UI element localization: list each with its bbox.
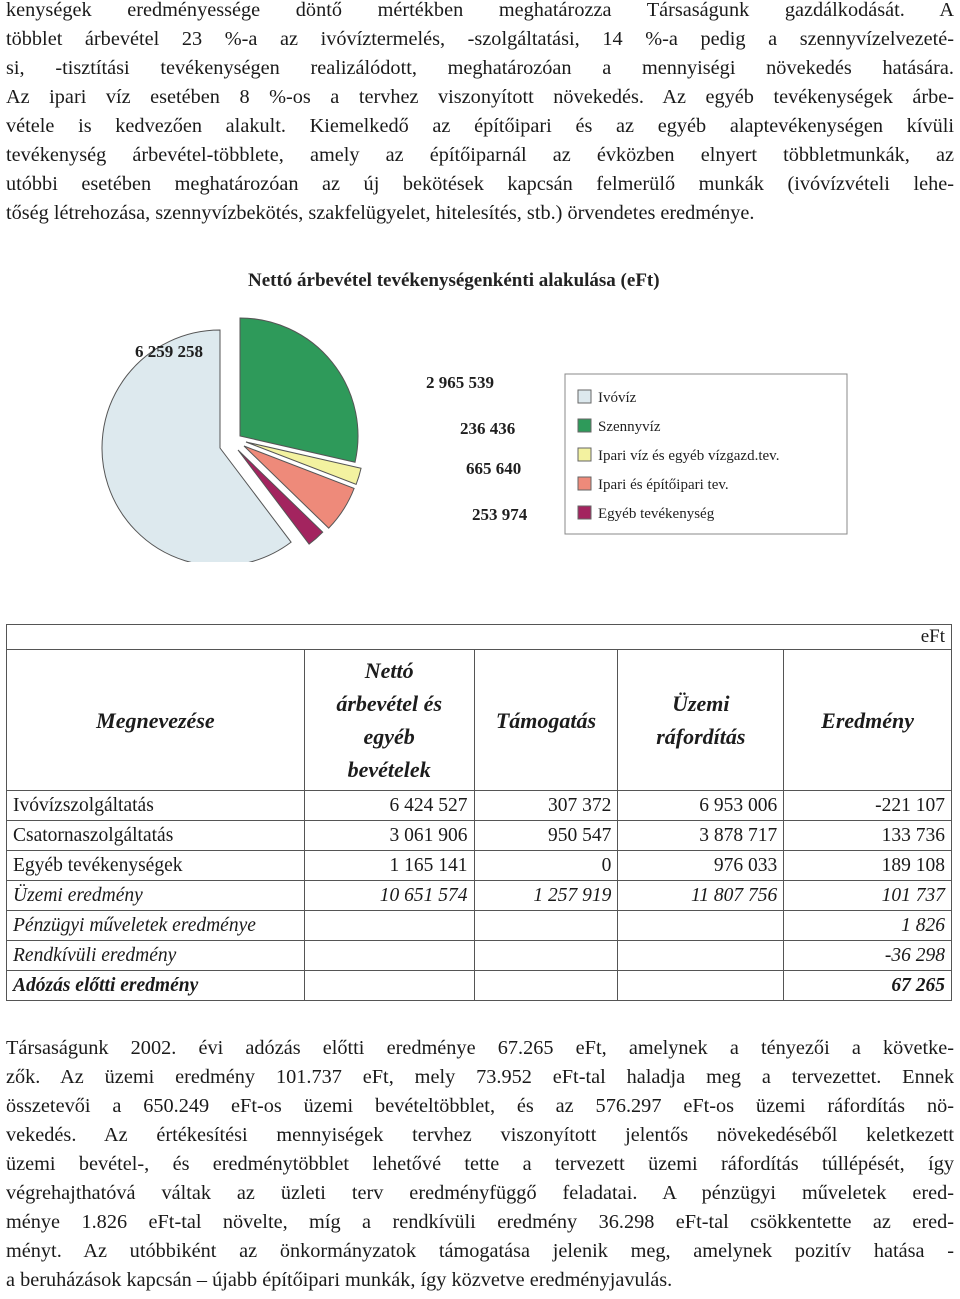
row-value: 67 265 (784, 971, 952, 1001)
row-value (304, 911, 474, 941)
row-value (474, 911, 618, 941)
text-line: Az ipari víz esetében 8 %-os a tervhez viszonyított növekedés. Az egyéb tevékenységek árbe- (6, 86, 954, 108)
row-value: 0 (474, 851, 618, 881)
results-table (6, 624, 952, 1001)
results-paragraph (6, 1034, 954, 1295)
row-label: Ivóvízszolgáltatás (7, 791, 305, 821)
text-line: utóbbi esetében meghatározóan az új bekötések kapcsán felmerülő munkák (ivóvízvételi lehe- (6, 173, 954, 195)
header-uzemi-raforditas: Üzemi ráfordítás (618, 650, 784, 791)
row-value: 3 061 906 (304, 821, 474, 851)
row-value (474, 971, 618, 1001)
pie-value-label: 665 640 (466, 459, 522, 478)
row-value: 1 826 (784, 911, 952, 941)
row-value: 10 651 574 (304, 881, 474, 911)
row-value: 950 547 (474, 821, 618, 851)
legend-entry: Ipari víz és egyéb vízgazd.tev. (598, 448, 780, 464)
row-value: 307 372 (474, 791, 618, 821)
table-row (7, 971, 952, 1001)
row-label: Üzemi eredmény (7, 881, 305, 911)
text-line: összetevői a 650.249 eFt-os üzemi bevételtöbblet, és az 576.297 eFt-os üzemi ráfordítás nö- (6, 1095, 954, 1117)
row-value: 6 424 527 (304, 791, 474, 821)
row-value: 11 807 756 (618, 881, 784, 911)
row-value (304, 971, 474, 1001)
text-line: üzemi bevétel-, és eredménytöbblet lehetővé tette a tervezett üzemi ráfordítás túllépését, így (6, 1153, 954, 1175)
legend-entry: Ipari és építőipari tev. (598, 477, 729, 493)
pie-chart (100, 262, 860, 562)
row-label: Rendkívüli eredmény (7, 941, 305, 971)
table-row (7, 881, 952, 911)
text-line: vétele is kedvezően alakult. Kiemelkedő az építőipari és az egyéb alaptevékenységen kívüli (6, 115, 954, 137)
row-label: Csatornaszolgáltatás (7, 821, 305, 851)
text-line: többlet árbevétel 23 %-a az ivóvíztermelés, -szolgáltatási, 14 %-a pedig a szennyvízelvezeté- (6, 28, 954, 50)
row-value: 6 953 006 (618, 791, 784, 821)
text-line: Társaságunk 2002. évi adózás előtti eredménye 67.265 eFt, amelynek a tényezői a követke- (6, 1037, 954, 1059)
chart-title: Nettó árbevétel tevékenységenkénti alakulása (eFt) (248, 270, 660, 291)
header-eredmeny: Eredmény (784, 650, 952, 791)
text-line: ménye 1.826 eFt-tal növelte, míg a rendkívüli eredmény 36.298 eFt-tal csökkentette az ered- (6, 1211, 954, 1233)
table-unit: eFt (7, 625, 952, 650)
legend-swatch (578, 390, 591, 403)
table-row (7, 941, 952, 971)
row-value: -221 107 (784, 791, 952, 821)
row-value: 1 257 919 (474, 881, 618, 911)
legend-swatch (578, 506, 591, 519)
legend-swatch (578, 419, 591, 432)
row-value (618, 911, 784, 941)
table-row (7, 911, 952, 941)
row-label: Pénzügyi műveletek eredménye (7, 911, 305, 941)
text-line: ményt. Az utóbbiként az önkormányzatok támogatása jelenik meg, amelynek pozitív hatása - (6, 1240, 954, 1262)
row-value: 3 878 717 (618, 821, 784, 851)
row-value (474, 941, 618, 971)
row-value (304, 941, 474, 971)
legend-entry: Szennyvíz (598, 419, 661, 435)
pie-value-label: 2 965 539 (426, 373, 494, 392)
row-value: -36 298 (784, 941, 952, 971)
legend-swatch (578, 448, 591, 461)
text-line: zők. Az üzemi eredmény 101.737 eFt, mely 73.952 eFt-tal haladja meg a tervezettet. Ennek (6, 1066, 954, 1088)
table-row (7, 791, 952, 821)
text-line: vekedés. Az értékesítési mennyiségek tervhez viszonyított jelentős növekedéséből keletkezett (6, 1124, 954, 1146)
text-line: végrehajthatóvá váltak az üzleti terv eredményfüggő feladatai. A pénzügyi műveletek ered- (6, 1182, 954, 1204)
header-netto-arbevetel: Nettó árbevétel és egyéb bevételek (304, 650, 474, 791)
pie-value-label: 6 259 258 (135, 342, 203, 361)
row-value: 976 033 (618, 851, 784, 881)
legend-entry: Egyéb tevékenység (598, 506, 715, 522)
row-value (618, 971, 784, 1001)
row-value: 1 165 141 (304, 851, 474, 881)
pie-value-label: 253 974 (472, 505, 528, 524)
row-value: 133 736 (784, 821, 952, 851)
chart-legend (565, 374, 847, 534)
text-line: tőség létrehozása, szennyvízbekötés, szakfelügyelet, hitelesítés, stb.) örvendetes eredménye. (6, 202, 755, 224)
header-tamogatas: Támogatás (474, 650, 618, 791)
pie-slice (240, 318, 358, 462)
text-line: tevékenység árbevétel-többlete, amely az építőiparnál az évközben elnyert többletmunkák, az (6, 144, 954, 166)
row-label: Egyéb tevékenységek (7, 851, 305, 881)
text-line: si, -tisztítási tevékenységen realizálódott, meghatározóan a mennyiségi növekedés hatására. (6, 57, 954, 79)
text-line: a beruházások kapcsán – újabb építőipari munkák, így közvetve eredményjavulás. (6, 1269, 673, 1291)
legend-swatch (578, 477, 591, 490)
header-megnevezese: Megnevezése (7, 650, 305, 791)
row-value (618, 941, 784, 971)
pie-value-label: 236 436 (460, 419, 516, 438)
table-row (7, 821, 952, 851)
intro-paragraph (6, 0, 954, 228)
table-row (7, 851, 952, 881)
text-line: kenységek eredményessége döntő mértékben meghatározza Társaságunk gazdálkodását. A (6, 0, 954, 21)
legend-entry: Ivóvíz (598, 390, 637, 406)
row-value: 101 737 (784, 881, 952, 911)
row-label: Adózás előtti eredmény (7, 971, 305, 1001)
row-value: 189 108 (784, 851, 952, 881)
